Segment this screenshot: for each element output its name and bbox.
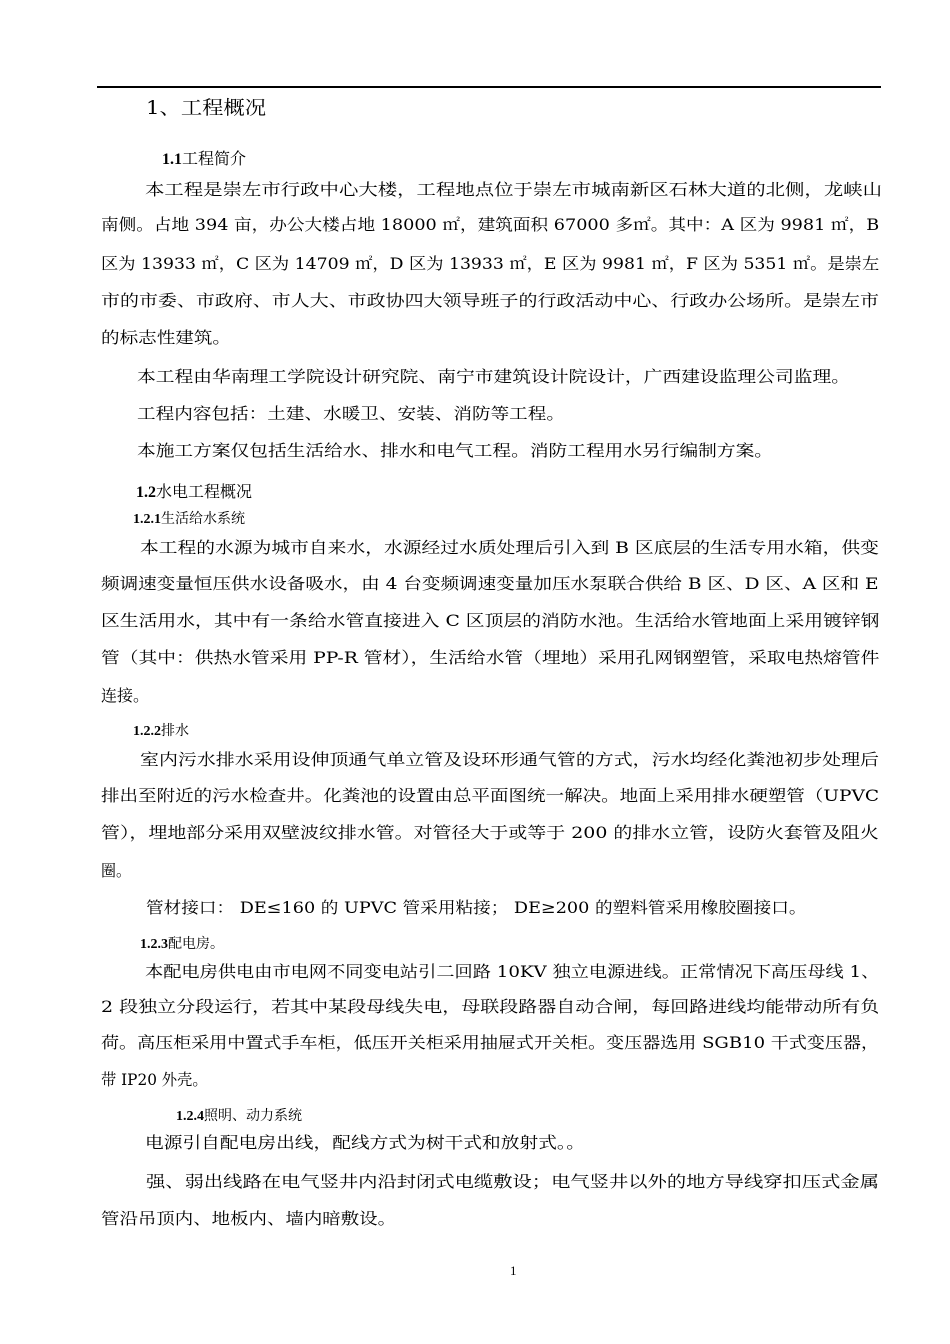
- section-heading-1-2-4: [176, 1106, 302, 1127]
- heading-number: 1.2.3: [140, 937, 168, 952]
- heading-title: 生活给水系统: [161, 511, 245, 527]
- paragraph-line: 管（其中：供热水管采用 PP-R 管材），生活给水管（埋地）采用孔网钢塑管，采取电热熔管件: [101, 648, 880, 667]
- paragraph-line: 荷。高压柜采用中置式手车柜，低压开关柜采用抽屉式开关柜。变压器选用 SGB10 干式变压器，: [101, 1033, 880, 1052]
- paragraph-line: 本配电房供电由市电网不同变电站引二回路 10KV 独立电源进线。正常情况下高压母线 1、: [145, 962, 880, 981]
- heading-title: 水电工程概况: [156, 482, 253, 501]
- paragraph-line: 本工程由华南理工学院设计研究院、南宁市建筑设计院设计，广西建设监理公司监理。: [137, 367, 851, 386]
- paragraph-line: 区生活用水，其中有一条给水管直接进入 C 区顶层的消防水池。生活给水管地面上采用镀锌钢: [101, 611, 880, 630]
- section-heading-1-1: [162, 149, 246, 170]
- paragraph-line: 连接。: [101, 686, 150, 705]
- paragraph-line: 带 IP20 外壳。: [101, 1070, 208, 1089]
- paragraph-line: 区为 13933 ㎡，C 区为 14709 ㎡，D 区为 13933 ㎡，E 区为 9981 ㎡，F 区为 5351 ㎡。是崇左: [101, 254, 880, 273]
- paragraph-line: 本施工方案仅包括生活给水、排水和电气工程。消防工程用水另行编制方案。: [137, 441, 774, 460]
- heading-title: 排水: [161, 723, 189, 739]
- paragraph-line: 管材接口： DE≤160 的 UPVC 管采用粘接； DE≥200 的塑料管采用橡胶圈接口。: [146, 898, 807, 917]
- paragraph-line: 南侧。占地 394 亩，办公大楼占地 18000 ㎡，建筑面积 67000 多㎡。其中：A 区为 9981 ㎡，B: [101, 215, 880, 234]
- page-number: 1: [510, 1263, 517, 1278]
- section-heading-1-2: [136, 482, 252, 503]
- paragraph-line: 2 段独立分段运行，若其中某段母线失电，母联段路器自动合闸，每回路进线均能带动所有负: [101, 997, 880, 1016]
- paragraph-line: 电源引自配电房出线，配线方式为树干式和放射式。。: [145, 1133, 586, 1152]
- header-rule: [97, 86, 881, 88]
- paragraph-line: 本工程的水源为城市自来水，水源经过水质处理后引入到 B 区底层的生活专用水箱，供变: [140, 538, 879, 557]
- paragraph-line: 管沿吊顶内、地板内、墙内暗敷设。: [101, 1209, 397, 1228]
- paragraph-line: 强、弱出线路在电气竖井内沿封闭式电缆敷设；电气竖井以外的地方导线穿扣压式金属: [146, 1172, 880, 1191]
- paragraph-line: 排出至附近的污水检查井。化粪池的设置由总平面图统一解决。地面上采用排水硬塑管（UPVC: [101, 786, 880, 805]
- heading-title: 工程简介: [182, 149, 247, 168]
- section-heading-1-2-3: [140, 934, 224, 955]
- paragraph-line: 工程内容包括：土建、水暖卫、安装、消防等工程。: [137, 404, 566, 423]
- heading-number: 1.2: [136, 484, 156, 501]
- heading-number: 1.2.4: [176, 1109, 204, 1124]
- paragraph-line: 频调速变量恒压供水设备吸水，由 4 台变频调速变量加压水泵联合供给 B 区、D 区、A 区和 E: [101, 574, 879, 593]
- section-heading-1-2-1: [133, 509, 245, 530]
- paragraph-line: 管），埋地部分采用双壁波纹排水管。对管径大于或等于 200 的排水立管，设防火套管及阻火: [101, 823, 879, 842]
- heading-number: 1.2.2: [133, 724, 161, 739]
- paragraph-line: 市的市委、市政府、市人大、市政协四大领导班子的行政活动中心、行政办公场所。是崇左市: [101, 291, 880, 310]
- paragraph-line: 室内污水排水采用设伸顶通气单立管及设环形通气管的方式，污水均经化粪池初步处理后: [140, 750, 880, 769]
- paragraph-line: 的标志性建筑。: [101, 328, 232, 347]
- heading-number: 1.2.1: [133, 512, 161, 527]
- paragraph-line: 本工程是崇左市行政中心大楼，工程地点位于崇左市城南新区石林大道的北侧，龙峡山: [145, 180, 883, 199]
- section-heading-1: 1、工程概况: [146, 97, 267, 119]
- heading-title: 照明、动力系统: [204, 1108, 302, 1124]
- section-heading-1-2-2: [133, 721, 189, 742]
- paragraph-line: 圈。: [101, 861, 132, 880]
- heading-number: 1.1: [162, 151, 182, 168]
- heading-title: 配电房。: [168, 936, 224, 952]
